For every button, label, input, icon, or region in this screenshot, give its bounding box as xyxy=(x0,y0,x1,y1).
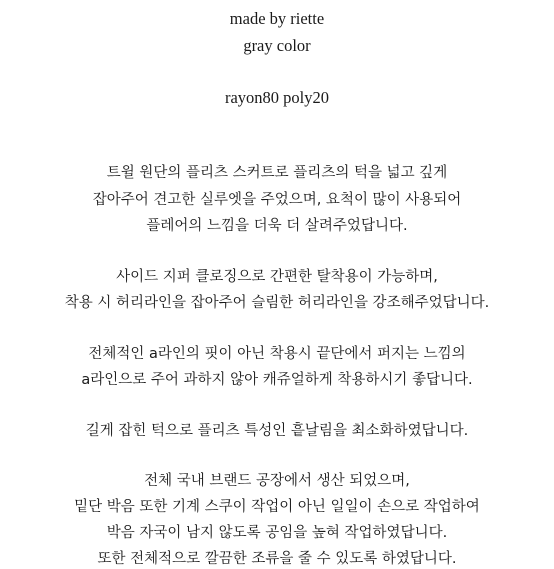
paragraph-5-line-1: 전체 국내 브랜드 공장에서 생산 되었으며, xyxy=(144,473,410,489)
paragraph-4-line-1: 길게 잡힌 턱으로 플리츠 특성인 흩날림을 최소화하였답니다. xyxy=(85,423,469,439)
maker-line: made by riette xyxy=(229,9,325,28)
paragraph-3-line-2: a라인으로 주어 과하지 않아 캐쥬얼하게 착용하시기 좋답니다. xyxy=(81,372,473,388)
paragraph-1-line-2: 잡아주어 견고한 실루엣을 주었으며, 요척이 많이 사용되어 xyxy=(92,192,462,208)
paragraph-5-line-4: 또한 전체적으로 깔끔한 조류을 줄 수 있도록 하였답니다. xyxy=(97,551,457,567)
color-line: gray color xyxy=(243,36,311,55)
paragraph-5-line-2: 밑단 박음 또한 기계 스쿠이 작업이 아닌 일일이 손으로 작업하여 xyxy=(74,499,480,515)
paragraph-1-line-1: 트윌 원단의 플리츠 스커트로 플리츠의 턱을 넓고 깊게 xyxy=(106,165,448,181)
fabric-line: rayon80 poly20 xyxy=(224,88,330,107)
paragraph-3-line-1: 전체적인 a라인의 핏이 아닌 착용시 끝단에서 퍼지는 느낌의 xyxy=(88,346,466,362)
paragraph-2-line-1: 사이드 지퍼 클로징으로 간편한 탈착용이 가능하며, xyxy=(116,269,438,285)
paragraph-2-line-2: 착용 시 허리라인을 잡아주어 슬림한 허리라인을 강조해주었답니다. xyxy=(64,295,490,311)
paragraph-5-line-3: 박음 자국이 남지 않도록 공임을 높혀 작업하였답니다. xyxy=(106,525,448,541)
paragraph-1-line-3: 플레어의 느낌을 더욱 더 살려주었답니다. xyxy=(146,218,408,234)
